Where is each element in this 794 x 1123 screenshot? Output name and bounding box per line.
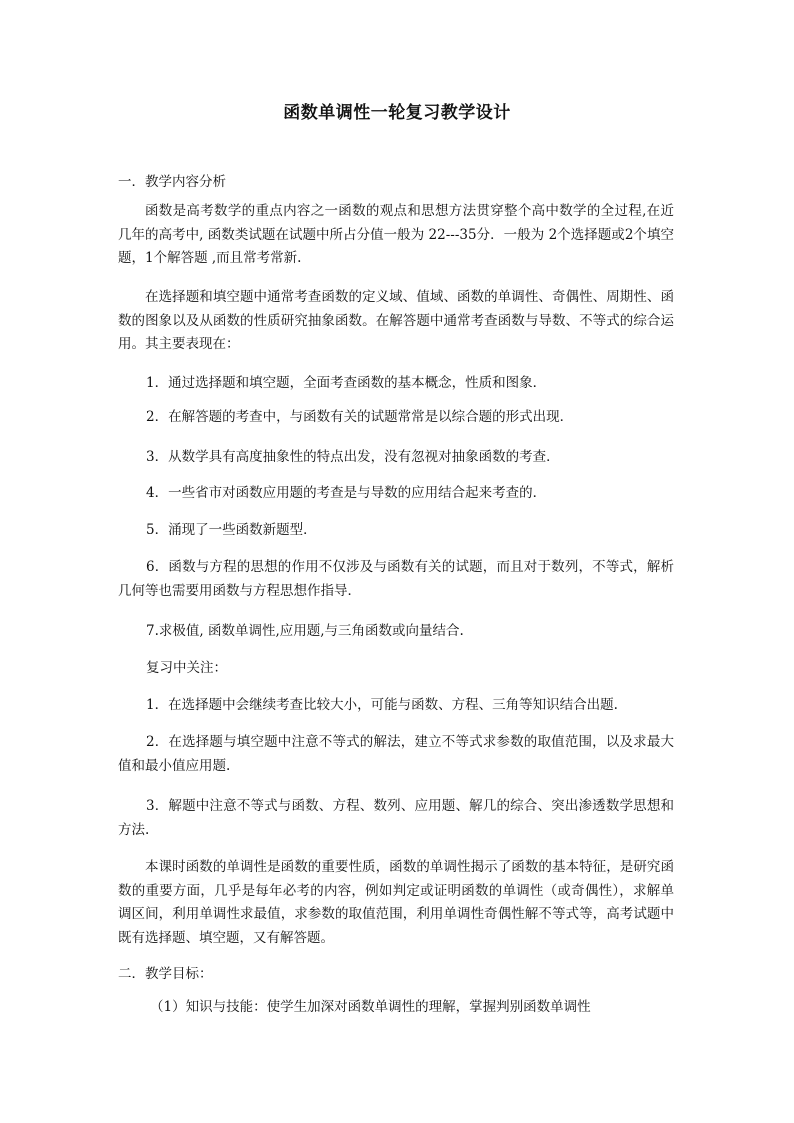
list-item: 2．在解答题的考查中，与函数有关的试题常常是以综合题的形式出现． [146, 409, 574, 425]
document-title: 函数单调性一轮复习教学设计 [283, 103, 511, 123]
list-item: 4．一些省市对函数应用题的考查是与导数的应用结合起来考查的． [146, 485, 547, 501]
list-item: 3．从数学具有高度抽象性的特点出发，没有忽视对抽象函数的考查． [146, 449, 560, 465]
review-item: 1．在选择题中会继续考查比较大小，可能与函数、方程、三角等知识结合出题. [146, 697, 618, 713]
goal-item: （1）知识与技能：使学生加深对函数单调性的理解，掌握判别函数单调性 [150, 999, 591, 1015]
review-item: 2．在选择题与填空题中注意不等式的解法，建立不等式求参数的取值范围，以及求最大值和最小值应用题. [118, 734, 674, 774]
review-heading: 复习中关注： [146, 660, 227, 676]
list-item: 6．函数与方程的思想的作用不仅涉及与函数有关的试题，而且对于数列，不等式，解析几何等也需要用函数与方程思想作指导． [118, 559, 674, 599]
list-item: 1．通过选择题和填空题，全面考查函数的基本概念，性质和图象． [146, 375, 547, 391]
paragraph-lesson-overview: 本课时函数的单调性是函数的重要性质，函数的单调性揭示了函数的基本特征，是研究函数的重要方面，几乎是每年必考的内容，例如判定或证明函数的单调性（或奇偶性），求解单调区间，利用单调性求最值，求参数的取值范围，利用单调性奇偶性解不等式等，高考试题中既有选择题、填空题，又有解答题。 [118, 859, 674, 946]
list-item: 5．涌现了一些函数新题型． [146, 522, 317, 538]
list-item: 7.求极值, 函数单调性,应用题,与三角函数或向量结合. [146, 623, 464, 639]
section-heading-content-analysis: 一．教学内容分析 [118, 174, 226, 190]
paragraph-question-types: 在选择题和填空题中通常考查函数的定义域、值域、函数的单调性、奇偶性、周期性、函数的图象以及从函数的性质研究抽象函数。在解答题中通常考查函数与导数、不等式的综合运用。其主要表现在： [118, 289, 674, 352]
section-heading-teaching-goals: 二．教学目标： [118, 966, 213, 982]
paragraph-intro: 函数是高考数学的重点内容之一函数的观点和思想方法贯穿整个高中数学的全过程,在近几年的高考中, 函数类试题在试题中所占分值一般为 22---35分．一般为 2个选择题或2个填空题，1个解答题 ,而且常考常新. [118, 203, 674, 266]
review-item: 3．解题中注意不等式与函数、方程、数列、应用题、解几的综合、突出渗透数学思想和方法. [118, 798, 674, 838]
